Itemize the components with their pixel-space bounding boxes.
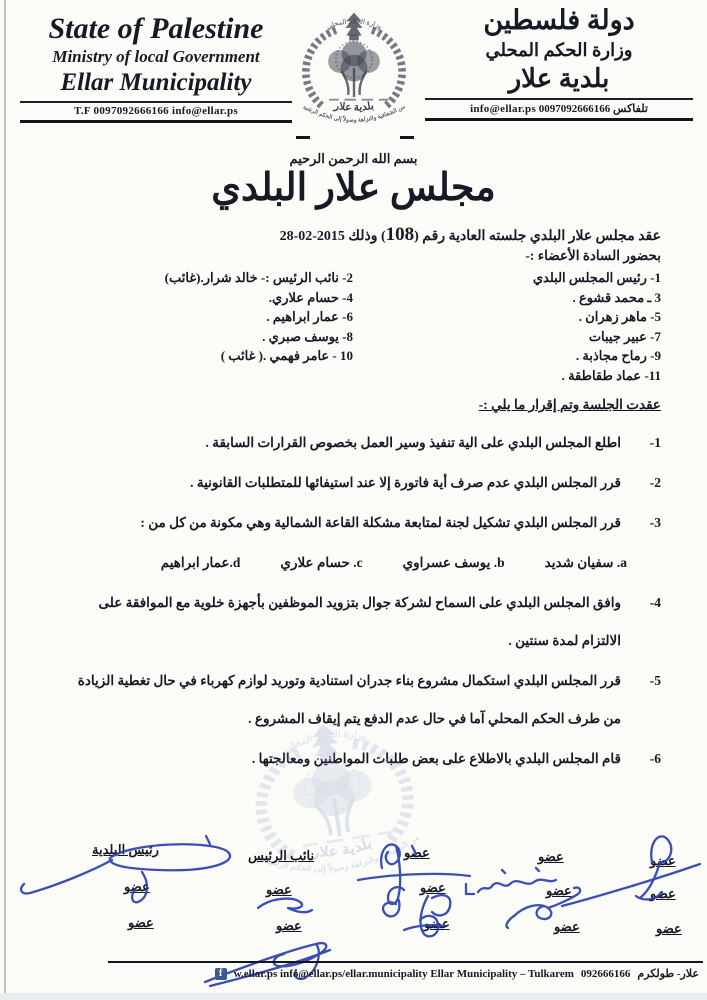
footer-city-ar: علار- طولكرم <box>637 968 699 980</box>
committee-member: c. حسام علاري <box>280 555 363 570</box>
member-row <box>45 288 661 308</box>
municipality-seal-icon <box>285 4 423 138</box>
member-item: 1- رئيس المجلس البلدي <box>532 270 661 285</box>
session-line-post: ) وذلك 2015-02-28 <box>279 229 386 244</box>
member-item: 7- عبير جيبات <box>588 328 661 344</box>
footer <box>215 967 699 980</box>
signature-label-member: عضو <box>650 886 676 901</box>
scan-bottom-band <box>0 993 707 1000</box>
member-item: 10 - عامر فهمي .( غائب ) <box>220 348 353 363</box>
signature-label-member: عضو <box>420 880 446 895</box>
facebook-icon: f <box>215 968 227 980</box>
decisions-heading: عقدت الجلسة وتم إقرار ما يلي :- <box>478 397 661 412</box>
signature-label-member: عضو <box>266 882 292 897</box>
member-item: 4- حسام علاري. <box>268 289 353 305</box>
decision-number: 6- <box>649 751 661 766</box>
session-number: 108 <box>385 224 415 245</box>
signature-label-deputy: نائب الرئيس <box>248 848 315 863</box>
member-item: 3 ـ محمد قشوع . <box>572 289 661 305</box>
member-item: 2- نائب الرئيس :- خالد شرار.(غائب) <box>164 270 353 285</box>
decision-number: 3- <box>649 515 661 530</box>
state-title-ar: دولة فلسطين <box>483 5 635 35</box>
signature-label-member: عضو <box>424 916 450 931</box>
member-row <box>45 307 661 327</box>
decision-text: وافق المجلس البلدي على السماح لشركة جوال بتزويد الموظفين بأجهزة خلوية مع الموافقة على الالتزام لمدة سنتين . <box>98 595 621 648</box>
signature-label-member: عضو <box>128 915 154 930</box>
decision-text: قرر المجلس البلدي تشكيل لجنة لمتابعة مشكلة القاعة الشمالية وهي مكونة من كل من : <box>140 515 621 530</box>
signature-label-member: عضو <box>276 918 302 933</box>
member-item: 9- رماح مجاذبة . <box>575 348 661 363</box>
municipality-title-ar: بلدية علار <box>508 64 610 93</box>
decision-item <box>59 504 661 542</box>
members-list <box>45 268 661 385</box>
decision-item <box>59 584 661 660</box>
ministry-title-ar: وزارة الحكم المحلي <box>485 40 633 60</box>
scan-edge-artifact <box>4 0 6 1000</box>
decision-text: قام المجلس البلدي بالاطلاع على بعض طلبات المواطنين ومعالجتها . <box>251 751 621 766</box>
session-line <box>280 224 661 246</box>
footer-rule <box>108 961 703 963</box>
attendees-heading: بحضور السادة الأعضاء :- <box>525 248 661 263</box>
member-item: 5- ماهر زهران . <box>578 309 661 324</box>
member-row <box>45 366 661 386</box>
decision-text: اطلع المجلس البلدي على الية تنفيذ وسير العمل بخصوص القرارات السابقة . <box>205 435 621 450</box>
committee-members-row <box>59 544 661 582</box>
header-english-block <box>20 12 292 123</box>
decision-item <box>59 464 661 502</box>
session-line-pre: عقد مجلس علار البلدي جلسته العادية رقم ( <box>414 229 661 244</box>
faint-stamp-icon <box>219 697 450 907</box>
decision-number: 5- <box>649 673 661 688</box>
member-row <box>45 346 661 366</box>
decision-number: 2- <box>649 475 661 490</box>
committee-member: a. سفيان شديد <box>544 555 627 570</box>
member-row <box>45 327 661 347</box>
member-item: 8- يوسف صبري . <box>262 328 353 344</box>
page-title: مجلس علار البلدي <box>211 167 496 209</box>
member-row <box>45 268 661 288</box>
signature-label-member: عضو <box>546 883 572 898</box>
header-rule-dash <box>400 136 414 139</box>
municipality-title-en: Ellar Municipality <box>60 69 252 96</box>
signature-label-member: عضو <box>554 919 580 934</box>
ministry-title-en: Ministry of local Government <box>52 47 260 66</box>
decision-item <box>59 424 661 462</box>
decision-text: قرر المجلس البلدي استكمال مشروع بناء جدران استنادية وتوريد لوازم كهرباء في حال تغطية الزيادة من طرف الحكم المحلي آما في حال عدم الدفع يتم إيقاف المشروع . <box>77 673 621 726</box>
committee-member: b. يوسف عسراوي <box>402 555 505 570</box>
signature-label-member: عضو <box>656 921 682 936</box>
header-rule-dash <box>296 136 310 139</box>
member-item: 6- عمار ابراهيم . <box>266 309 353 324</box>
decision-text: قرر المجلس البلدي عدم صرف أية فاتورة إلا عند استيفائها للمتطلبات القانونية . <box>190 475 621 490</box>
contact-line-en: T.F 0097092666166 info@ellar.ps <box>20 101 292 123</box>
decision-number: 4- <box>649 595 661 610</box>
member-item <box>45 366 353 386</box>
signature-label-member: عضو <box>404 845 430 860</box>
member-item: 11- عماد طقاطقة . <box>561 367 661 383</box>
signature-label-member: عضو <box>650 853 676 868</box>
contact-line-ar: تلفاكس 0097092666166 info@ellar.ps <box>425 98 693 121</box>
committee-member: d.عمار ابراهيم <box>160 555 241 570</box>
bismillah-line: بسم الله الرحمن الرحيم <box>289 151 418 166</box>
signature-label-member: عضو <box>538 849 564 864</box>
state-title-en: State of Palestine <box>48 12 264 45</box>
signature-label-mayor: رئيس البلدية <box>92 842 159 857</box>
signature-label-member: عضو <box>124 879 150 894</box>
header-arabic-block <box>425 4 693 121</box>
decision-number: 1- <box>649 435 661 450</box>
footer-web-text: w.ellar.ps info@ellar.ps/ellar.municipality Ellar Municipality – Tulkarem <box>233 967 574 980</box>
footer-phone: 092666166 <box>580 967 631 980</box>
